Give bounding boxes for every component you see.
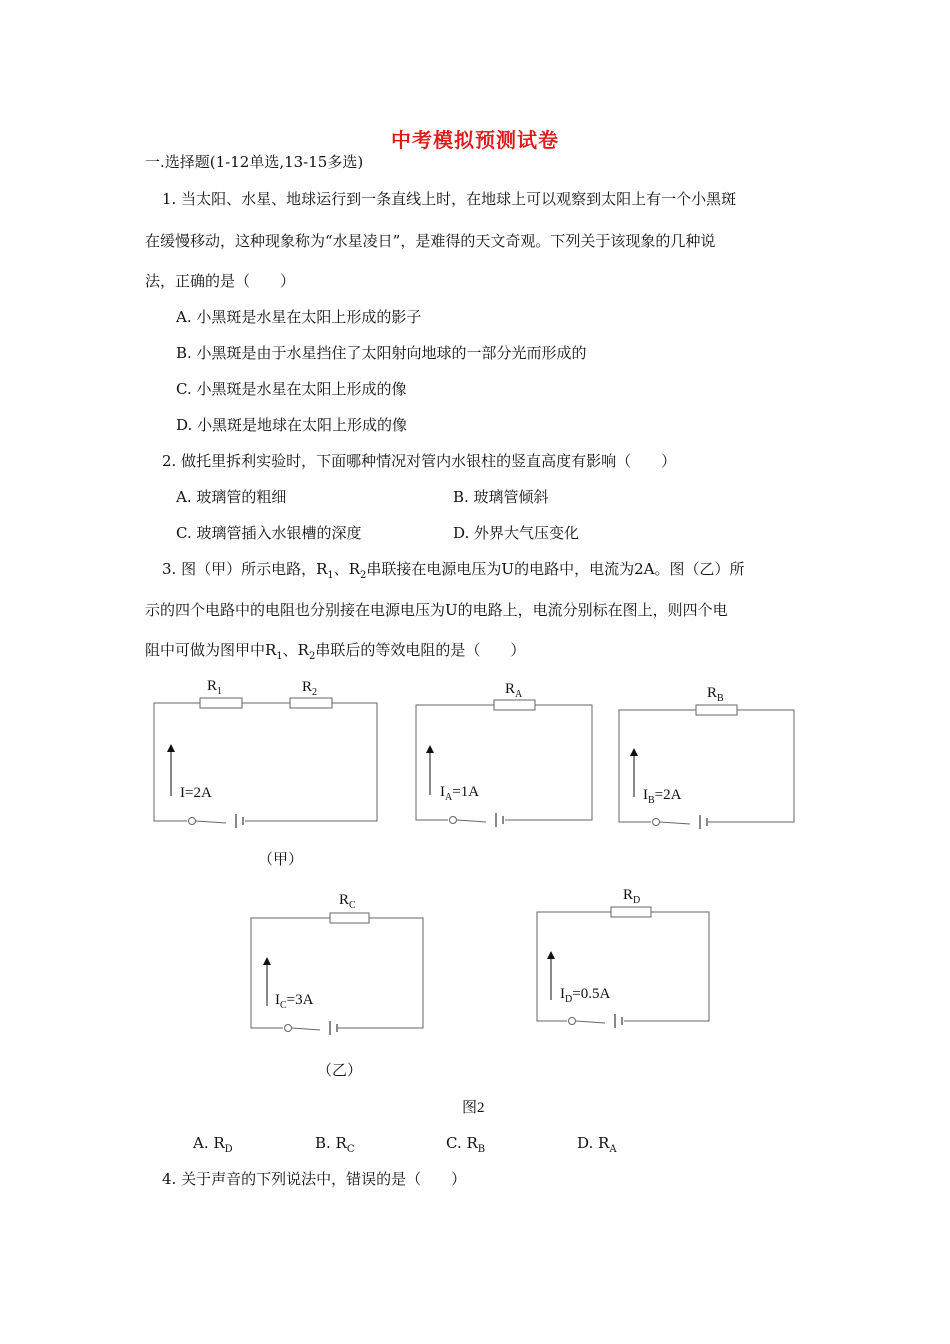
q4-line1: 4. 关于声音的下列说法中，错误的是（ ） — [162, 1170, 467, 1188]
q2-line1: 2. 做托里拆利实验时，下面哪种情况对管内水银柱的竖直高度有影响（ ） — [162, 452, 677, 470]
q1-option-b: B. 小黑斑是由于水星挡住了太阳射向地球的一部分光而形成的 — [176, 344, 587, 362]
resistor-r2 — [290, 698, 332, 708]
label-rd: $R_D$ — [623, 887, 641, 906]
q3-option-a: A. $R_D$ — [193, 1134, 233, 1155]
switch-terminal — [450, 817, 457, 824]
switch-blade — [196, 821, 226, 823]
resistor-r1 — [200, 698, 242, 708]
battery-icon — [700, 815, 707, 829]
label-rb: $R_B$ — [707, 685, 724, 704]
page-title: 中考模拟预测试卷 — [391, 128, 559, 152]
q3-line3: 阻中可做为图甲中$R_1$、$R_2$串联后的等效电阻的是（ ） — [145, 641, 526, 662]
q3-option-b: B. $R_C$ — [315, 1134, 355, 1155]
resistor-rc — [330, 913, 369, 923]
label-current-d: $I_D=0.5A$ — [560, 986, 611, 1005]
switch-terminal — [653, 819, 660, 826]
q1-option-c: C. 小黑斑是水星在太阳上形成的像 — [176, 380, 407, 398]
resistor-ra — [494, 700, 535, 710]
label-current-b: $I_B=2A$ — [643, 787, 682, 806]
circuit-d — [537, 907, 709, 1028]
figure-label: 图2 — [462, 1100, 485, 1116]
label-current-main: I=2A — [180, 785, 212, 801]
q2-option-a: A. 玻璃管的粗细 — [176, 488, 287, 506]
q3-line2: 示的四个电路中的电阻也分别接在电源电压为U的电路上，电流分别标在图上，则四个电 — [145, 601, 728, 619]
switch-blade — [457, 820, 486, 822]
q1-option-d: D. 小黑斑是地球在太阳上形成的像 — [176, 416, 408, 434]
q1-line2: 在缓慢移动，这种现象称为“水星凌日”，是难得的天文奇观。下列关于该现象的几种说 — [145, 232, 716, 250]
label-r1: $R_1$ — [207, 678, 223, 697]
q2-option-d: D. 外界大气压变化 — [453, 524, 580, 542]
q1-line3: 法，正确的是（ ） — [145, 272, 296, 290]
caption-yi: （乙） — [317, 1063, 363, 1079]
battery-icon — [496, 813, 503, 827]
switch-blade — [660, 822, 690, 824]
switch-terminal — [285, 1025, 292, 1032]
circuit-b — [619, 705, 794, 829]
circuit-jia — [154, 698, 377, 828]
q3-option-c: C. $R_B$ — [446, 1134, 486, 1155]
resistor-rb — [696, 705, 737, 715]
section-header: 一.选择题(1-12单选,13-15多选) — [145, 153, 364, 171]
circuit-a — [416, 700, 592, 827]
q3-option-d: D. $R_A$ — [577, 1134, 617, 1155]
q1-option-a: A. 小黑斑是水星在太阳上形成的影子 — [176, 308, 422, 326]
label-current-c: $I_C=3A$ — [275, 992, 314, 1011]
label-rc: $R_C$ — [339, 892, 356, 911]
q3-line1: 3. 图（甲）所示电路，$R_1$、$R_2$串联接在电源电压为U的电路中，电流为2A。图（乙）所 — [162, 560, 745, 581]
battery-icon — [330, 1021, 337, 1035]
battery-icon — [615, 1014, 622, 1028]
circuit-figure — [0, 660, 950, 1120]
switch-terminal — [569, 1018, 576, 1025]
label-current-a: $I_A=1A$ — [440, 784, 480, 803]
battery-icon — [236, 814, 243, 828]
q2-option-c: C. 玻璃管插入水银槽的深度 — [176, 524, 362, 542]
switch-blade — [292, 1028, 320, 1030]
switch-blade — [576, 1021, 605, 1023]
label-ra: $R_A$ — [505, 681, 523, 700]
circuit-c — [251, 913, 423, 1035]
resistor-rd — [611, 907, 651, 917]
caption-jia: （甲） — [258, 852, 304, 868]
switch-terminal — [189, 818, 196, 825]
q2-option-b: B. 玻璃管倾斜 — [453, 488, 549, 506]
q1-line1: 1. 当太阳、水星、地球运行到一条直线上时，在地球上可以观察到太阳上有一个小黑斑 — [162, 190, 737, 208]
label-r2: $R_2$ — [302, 679, 318, 698]
